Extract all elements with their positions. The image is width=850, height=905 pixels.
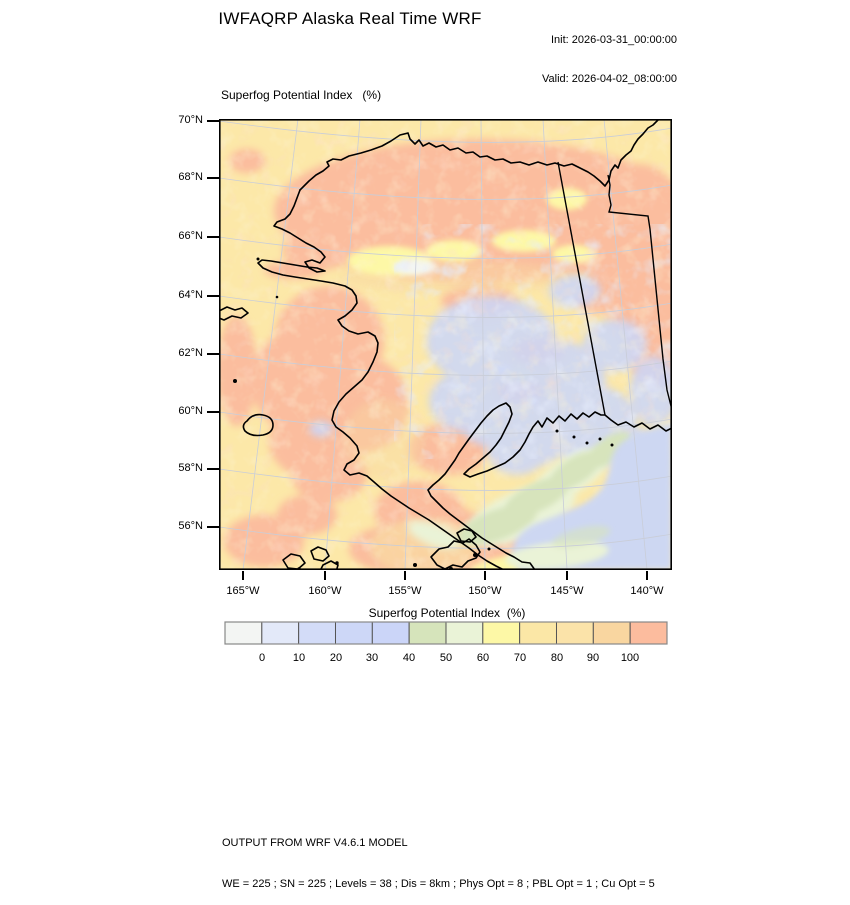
colorbar-segment bbox=[630, 622, 667, 644]
lat-tick-64n bbox=[207, 295, 219, 297]
colorbar-segment bbox=[446, 622, 483, 644]
colorbar-tick-60: 60 bbox=[476, 652, 490, 664]
colorbar-tick-40: 40 bbox=[402, 652, 416, 664]
lat-tick-66n bbox=[207, 236, 219, 238]
lon-label-145w: 145°W bbox=[550, 585, 584, 597]
colorbar-segment bbox=[225, 622, 262, 644]
lat-label-68n: 68°N bbox=[178, 171, 203, 183]
lat-label-58n: 58°N bbox=[178, 462, 203, 474]
lon-tick-145w bbox=[566, 571, 568, 580]
map-fill-layers bbox=[219, 119, 672, 570]
lat-tick-62n bbox=[207, 353, 219, 355]
lon-label-160w: 160°W bbox=[308, 585, 342, 597]
colorbar-tick-20: 20 bbox=[329, 652, 343, 664]
lon-label-155w: 155°W bbox=[388, 585, 422, 597]
colorbar-segments bbox=[225, 622, 667, 644]
colorbar-tick-90: 90 bbox=[586, 652, 600, 664]
colorbar-tick-70: 70 bbox=[513, 652, 527, 664]
colorbar-tick-30: 30 bbox=[365, 652, 379, 664]
colorbar-segment bbox=[520, 622, 557, 644]
init-time: Init: 2026-03-31_00:00:00 bbox=[551, 34, 677, 46]
colorbar-segment bbox=[372, 622, 409, 644]
valid-time: Valid: 2026-04-02_08:00:00 bbox=[542, 73, 677, 85]
lat-tick-60n bbox=[207, 411, 219, 413]
lat-label-60n: 60°N bbox=[178, 405, 203, 417]
lon-tick-150w bbox=[484, 571, 486, 580]
colorbar-tick-100: 100 bbox=[620, 652, 640, 664]
lat-label-56n: 56°N bbox=[178, 520, 203, 532]
colorbar-segment bbox=[262, 622, 299, 644]
lon-label-140w: 140°W bbox=[630, 585, 664, 597]
colorbar-tick-80: 80 bbox=[550, 652, 564, 664]
lon-tick-140w bbox=[646, 571, 648, 580]
lat-label-62n: 62°N bbox=[178, 347, 203, 359]
model-info-line2: WE = 225 ; SN = 225 ; Levels = 38 ; Dis = 8km ; Phys Opt = 8 ; PBL Opt = 1 ; Cu Opt = 5 bbox=[222, 877, 655, 890]
map-subtitle: Superfog Potential Index (%) bbox=[221, 88, 382, 102]
colorbar-title: Superfog Potential Index (%) bbox=[368, 606, 526, 620]
colorbar-tick-50: 50 bbox=[439, 652, 453, 664]
model-info bbox=[222, 810, 655, 905]
lon-label-150w: 150°W bbox=[468, 585, 502, 597]
lat-tick-56n bbox=[207, 526, 219, 528]
run-times bbox=[542, 8, 677, 99]
lon-tick-160w bbox=[324, 571, 326, 580]
colorbar bbox=[224, 621, 668, 645]
superfog-map bbox=[219, 119, 672, 570]
lon-tick-155w bbox=[404, 571, 406, 580]
lat-label-70n: 70°N bbox=[178, 114, 203, 126]
lat-label-64n: 64°N bbox=[178, 289, 203, 301]
colorbar-tick-0: 0 bbox=[258, 652, 266, 664]
colorbar-segment bbox=[483, 622, 520, 644]
colorbar-segment bbox=[336, 622, 373, 644]
colorbar-segment bbox=[299, 622, 336, 644]
lat-tick-58n bbox=[207, 468, 219, 470]
colorbar-tick-10: 10 bbox=[292, 652, 306, 664]
speckle-warm-south bbox=[219, 449, 499, 570]
lat-tick-68n bbox=[207, 177, 219, 179]
lat-label-66n: 66°N bbox=[178, 230, 203, 242]
model-info-line1: OUTPUT FROM WRF V4.6.1 MODEL bbox=[222, 837, 408, 849]
page-title: IWFAQRP Alaska Real Time WRF bbox=[218, 9, 482, 28]
lon-tick-165w bbox=[242, 571, 244, 580]
colorbar-segment bbox=[593, 622, 630, 644]
lat-tick-70n bbox=[207, 120, 219, 122]
colorbar-segment bbox=[409, 622, 446, 644]
colorbar-segment bbox=[557, 622, 594, 644]
lon-label-165w: 165°W bbox=[226, 585, 260, 597]
